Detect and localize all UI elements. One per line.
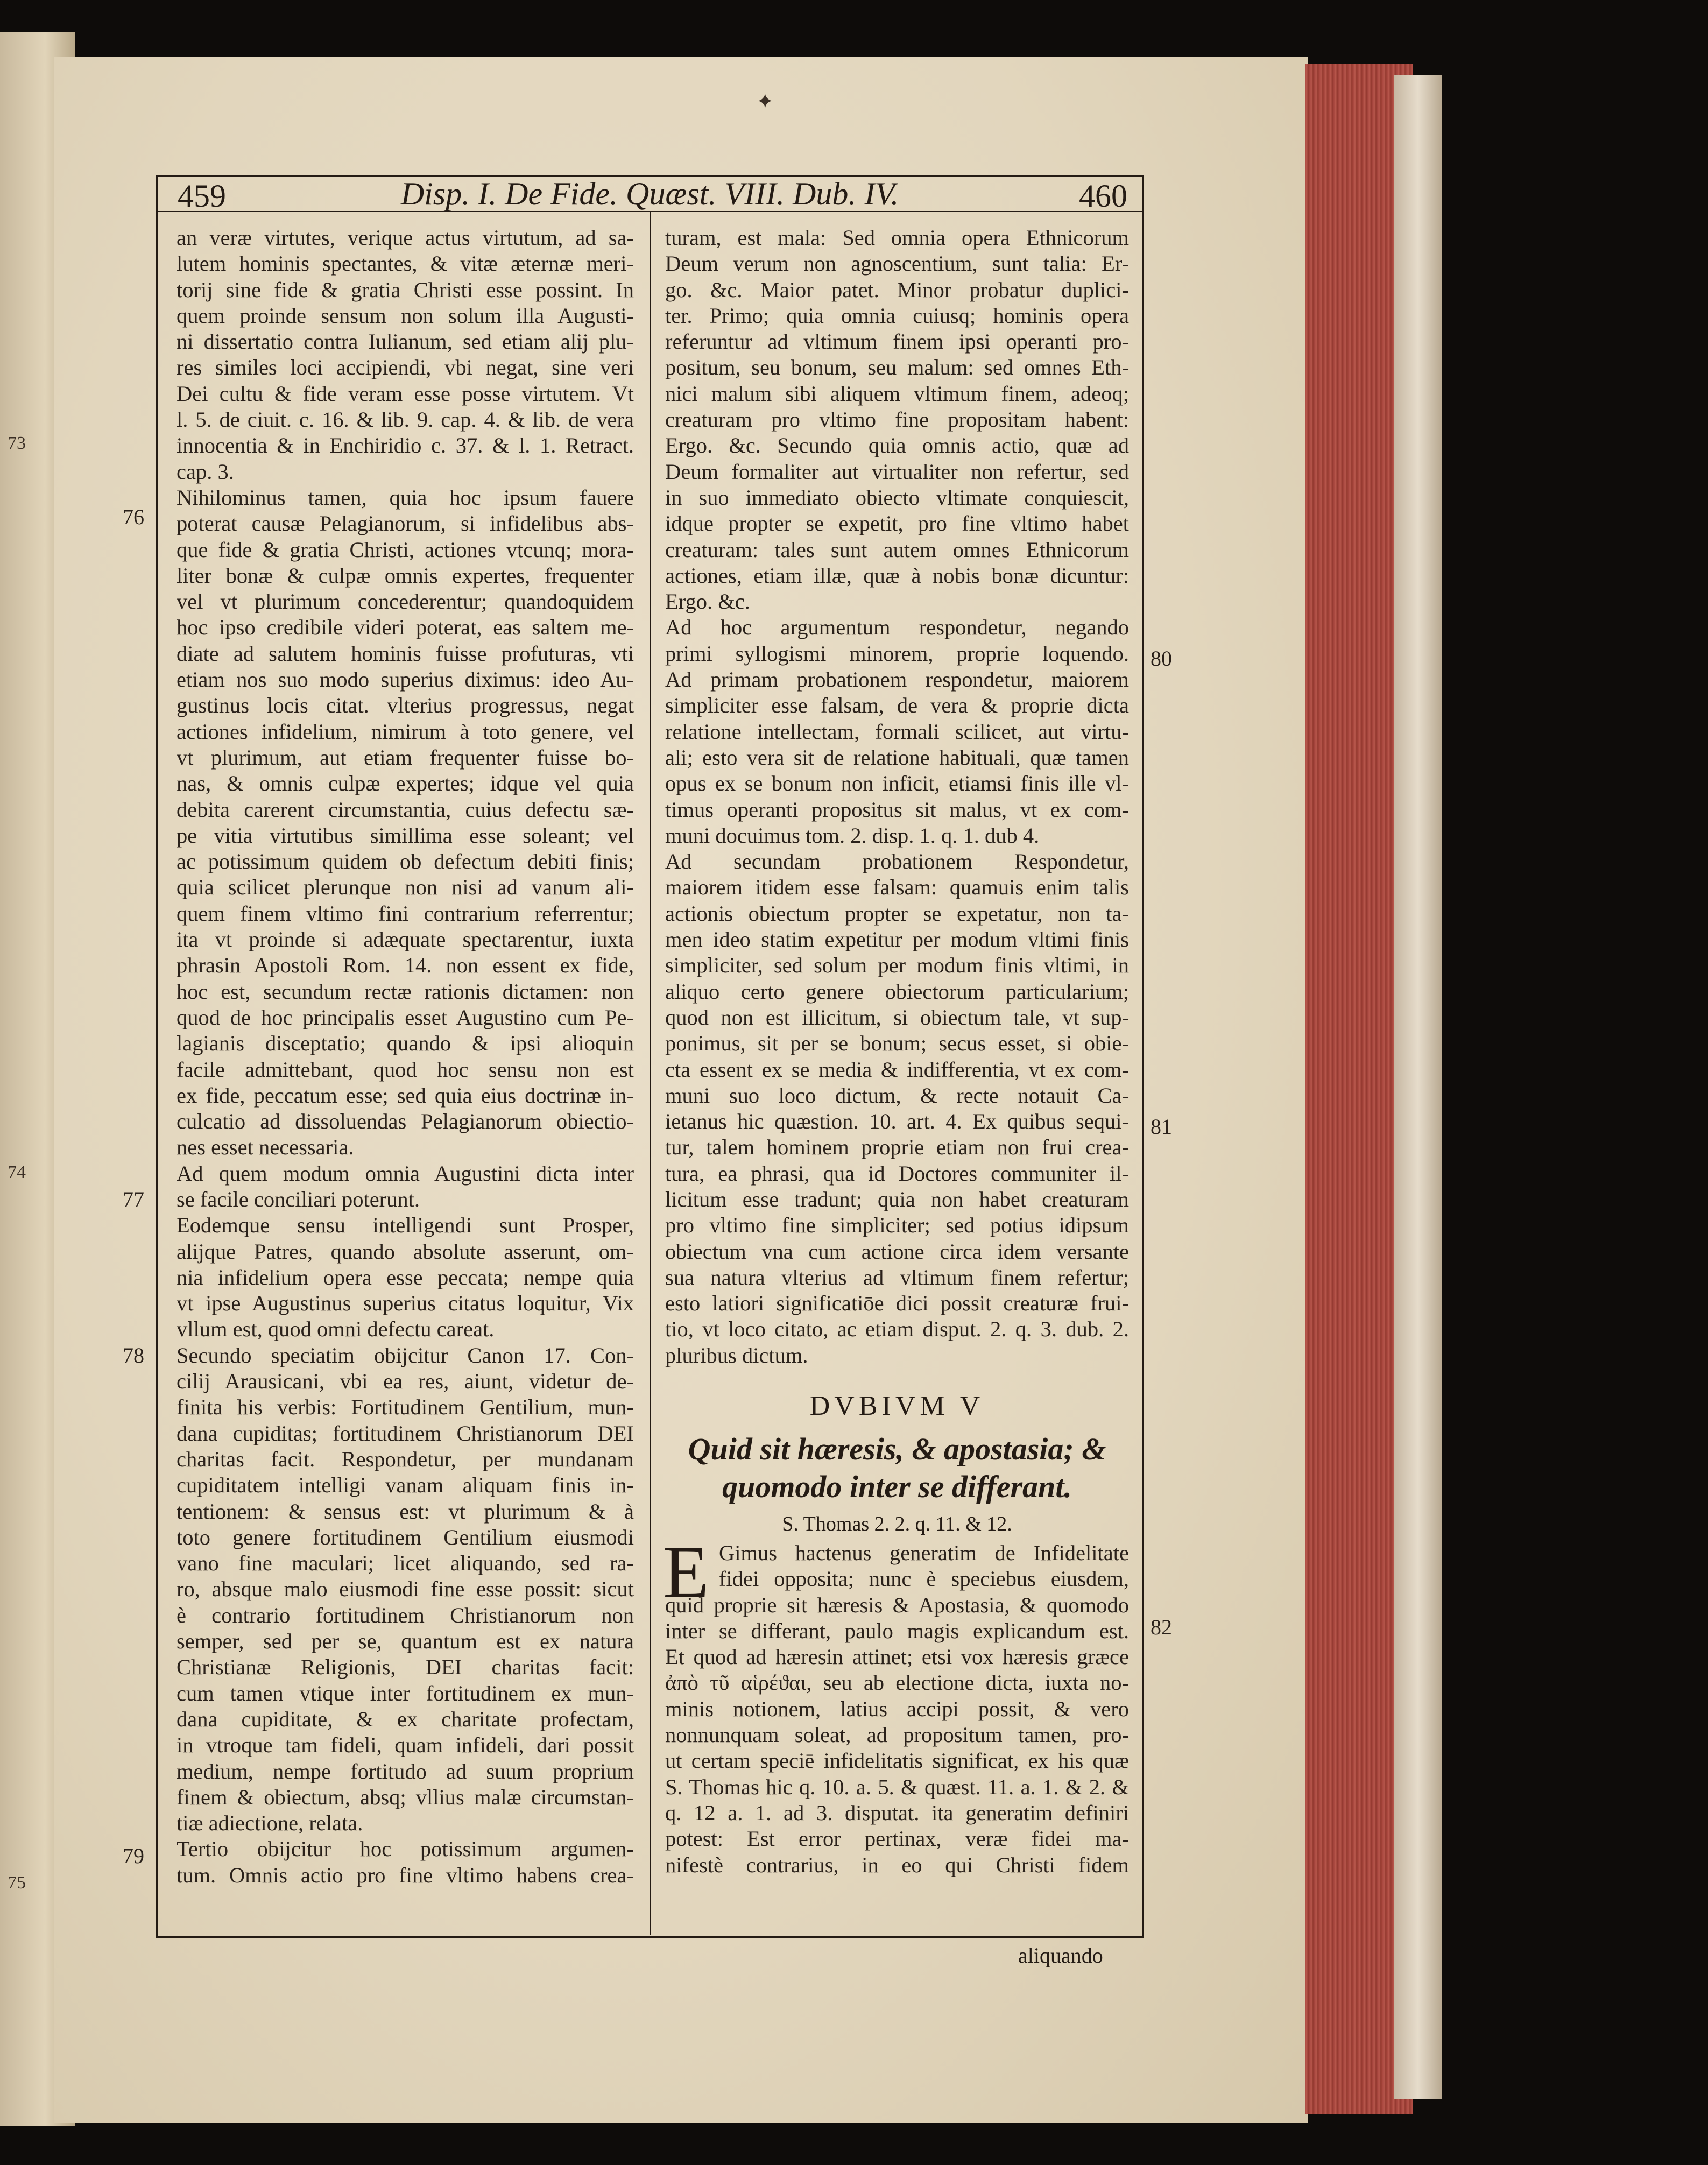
- text-line: Nihilominus tamen, quia hoc ipsum fauere: [177, 485, 634, 510]
- text-line: obiectum vna cum actione circa idem versante: [665, 1239, 1129, 1264]
- text-line: opus ex se bonum non inficit, etiamsi finis ille vl-: [665, 771, 1129, 796]
- text-line: quod non est illicitum, si obiectum tale, vt sup-: [665, 1005, 1129, 1029]
- text-line: gustinus locis citat. vlterius progressus, negat: [177, 693, 634, 718]
- text-line: simpliciter esse falsam, de vera & proprie dicta: [665, 693, 1129, 718]
- page-number-right: 460: [1079, 178, 1127, 214]
- text-line: Ad hoc argumentum respondetur, negando: [665, 615, 1129, 640]
- text-line: vt ipse Augustinus superius citatus loquitur, Vix: [177, 1291, 634, 1316]
- text-line: ac potissimum quidem ob defectum debiti finis;: [177, 849, 634, 874]
- text-line: charitas facit. Respondetur, per mundanam: [177, 1447, 634, 1471]
- column-rule: [650, 211, 651, 1935]
- dubium-title: [665, 1430, 1129, 1506]
- text-line: cilij Arausicani, vbi ea res, aiunt, videtur de-: [177, 1369, 634, 1394]
- ornament-star-icon: ✦: [756, 89, 774, 114]
- dubium-reference: S. Thomas 2. 2. q. 11. & 12.: [782, 1513, 1012, 1535]
- text-line: Christianæ Religionis, DEI charitas facit:: [177, 1655, 634, 1680]
- text-line: diate ad salutem hominis fuisse profuturas, vti: [177, 641, 634, 666]
- page-number-left: 459: [178, 178, 226, 214]
- text-line: muni suo loco dictum, & recte notauit Ca-: [665, 1083, 1129, 1108]
- text-line: men ideo statim expetitur per modum vltimi finis: [665, 927, 1129, 952]
- text-line: actiones, etiam illæ, quæ à nobis bonæ dicuntur:: [665, 563, 1129, 588]
- text-line: tentionem: & sensus est: vt plurimum & à: [177, 1499, 634, 1524]
- text-line: ponimus, sit per se bonum; secus esset, si obie-: [665, 1031, 1129, 1056]
- leaf-margin-number: 73: [8, 433, 26, 453]
- text-line: idque propter se expetit, pro fine vltimo habet: [665, 511, 1129, 536]
- catchword: aliquando: [1018, 1943, 1103, 1967]
- text-line: que fide & gratia Christi, actiones vtcunq; mora-: [177, 537, 634, 562]
- text-line: dana cupiditas; fortitudinem Christianorum DEI: [177, 1421, 634, 1445]
- margin-number: 76: [123, 505, 144, 529]
- text-line: dana cupiditate, & ex charitate profectam,: [177, 1706, 634, 1731]
- text-line: lutem hominis spectantes, & vitæ æternæ meri-: [177, 251, 634, 276]
- dubium-heading: DVBIVM V: [809, 1391, 985, 1421]
- text-line: muni docuimus tom. 2. disp. 1. q. 1. dub 4.: [665, 823, 1040, 848]
- text-line: tum. Omnis actio pro fine vltimo habens crea-: [177, 1863, 634, 1887]
- text-line: medium, nempe fortitudo ad suum proprium: [177, 1759, 634, 1783]
- text-line: cap. 3.: [177, 459, 234, 484]
- text-line: ali; esto vera sit de relatione habituali, quæ tamen: [665, 745, 1129, 770]
- margin-number: 78: [123, 1343, 144, 1367]
- text-line: innocentia & in Enchiridio c. 37. & l. 1. Retract.: [177, 433, 634, 458]
- text-line: ut certam speciē infidelitatis significat, ex his quæ: [665, 1748, 1129, 1773]
- text-line: culcatio ad dissoluendas Pelagianorum obiectio-: [177, 1109, 634, 1134]
- text-line: tiæ adiectione, relata.: [177, 1811, 363, 1836]
- text-line: phrasin Apostoli Rom. 14. non essent ex fide,: [177, 953, 634, 978]
- text-line: semper, sed per se, quantum est ex natura: [177, 1629, 634, 1654]
- text-line: quia scilicet plerunque non nisi ad vanum ali-: [177, 875, 634, 900]
- text-line: potest: Est error pertinax, veræ fidei ma-: [665, 1827, 1129, 1851]
- text-line: ita vt proinde si adæquate spectarentur, iuxta: [177, 927, 634, 952]
- text-line: se facile conciliari poterunt.: [177, 1187, 420, 1211]
- text-line: creaturam pro vltimo fine propositam habent:: [665, 407, 1129, 432]
- text-line: toto genere fortitudinem Gentilium eiusmodi: [177, 1525, 634, 1549]
- left-text-column: [177, 225, 634, 1888]
- text-line: poterat causæ Pelagianorum, si infidelibus abs-: [177, 511, 634, 536]
- text-line: S. Thomas hic q. 10. a. 5. & quæst. 11. a. 1. & 2. &: [665, 1774, 1129, 1799]
- text-line: Ergo. &c.: [665, 589, 750, 614]
- text-line: Ad secundam probationem Respondetur,: [665, 849, 1129, 874]
- text-line: actiones infidelium, nimirum à toto genere, vel: [177, 719, 634, 744]
- text-line: Et quod ad hæresin attinet; etsi vox hæresis græce: [665, 1645, 1129, 1669]
- text-line: ter. Primo; quia omnia cuiusq; hominis opera: [665, 303, 1129, 328]
- text-line: finita his verbis: Fortitudinem Gentilium, mun-: [177, 1395, 634, 1420]
- text-line: cta essent ex se media & indifferentia, vt ex com-: [665, 1057, 1129, 1082]
- text-line: positum, seu bonum, seu malum: sed omnes Eth-: [665, 355, 1129, 380]
- text-line: tura, ea phrasi, qua id Doctores communiter il-: [665, 1161, 1129, 1186]
- text-line: inter se differant, paulo magis explicandum est.: [665, 1618, 1129, 1643]
- text-line: in suo immediato obiecto vltimate conquiescit,: [665, 485, 1129, 510]
- text-line: Ad quem modum omnia Augustini dicta inter: [177, 1161, 634, 1186]
- right-text-column: [665, 225, 1129, 1369]
- text-line: nifestè contrarius, in eo qui Christi fidem: [665, 1852, 1129, 1877]
- text-line: nonnunquam soleat, ad propositum tamen, pro-: [665, 1723, 1129, 1747]
- text-line: licitum esse tradunt; quia non habet creaturam: [665, 1187, 1129, 1211]
- text-line: vt plurimum, aut etiam frequenter fuisse bo-: [177, 745, 634, 770]
- text-line: q. 12 a. 1. ad 3. disputat. ita generatim definiri: [665, 1800, 1129, 1825]
- text-line: vano fine maculari; licet aliquando, sed ra-: [177, 1551, 634, 1576]
- text-line: Tertio obijcitur hoc potissimum argumen-: [177, 1837, 634, 1861]
- text-line: sua natura vlterius ad vltimum finem refertur;: [665, 1265, 1129, 1289]
- text-line: etiam nos suo modo superius diximus: ideo Au-: [177, 667, 634, 692]
- text-line: in vtroque tam fideli, quam infideli, dari possit: [177, 1733, 634, 1758]
- text-line: Ergo. &c. Secundo quia omnis actio, quæ ad: [665, 433, 1129, 458]
- text-line: lagianis disceptatio; quando & ipsi alioquin: [177, 1031, 634, 1056]
- text-line: actionis obiectum propter se expetatur, non ta-: [665, 901, 1129, 926]
- text-line: timus operanti propositus sit malus, vt ex com-: [665, 797, 1129, 822]
- text-line: alijque Patres, quando absolute asserunt, om-: [177, 1239, 634, 1264]
- text-line: facile admittebant, quod hoc sensu non est: [177, 1057, 634, 1082]
- text-line: nici malum sibi aliquem vltimum finem, adeoq;: [665, 381, 1129, 406]
- text-line: vel vt plurimum concederentur; quandoquidem: [177, 589, 634, 614]
- text-line: torij sine fide & gratia Christi esse possint. In: [177, 277, 634, 302]
- dubium-title-line: Quid sit hæresis, & apostasia; &: [688, 1431, 1106, 1466]
- text-line: liter bonæ & culpæ omnis expertes, frequenter: [177, 563, 634, 588]
- text-line: quid proprie sit hæresis & Apostasia, & quomodo: [665, 1592, 1129, 1617]
- text-line: l. 5. de ciuit. c. 16. & lib. 9. cap. 4. & lib. de vera: [177, 407, 634, 432]
- text-line: Ad primam probationem respondetur, maiorem: [665, 667, 1129, 692]
- text-line: ex fide, peccatum esse; sed quia eius doctrinæ in-: [177, 1083, 634, 1108]
- text-line: turam, est mala: Sed omnia opera Ethnicorum: [665, 225, 1129, 250]
- drop-cap: E: [663, 1531, 709, 1614]
- dubium-title-line: quomodo inter se differant.: [722, 1469, 1072, 1504]
- text-line: ni dissertatio contra Iulianum, sed etiam alij plu-: [177, 329, 634, 354]
- text-line: pluribus dictum.: [665, 1343, 808, 1367]
- text-line: relatione intellectam, formali scilicet, aut virtu-: [665, 719, 1129, 744]
- margin-number: 77: [123, 1187, 144, 1211]
- text-line: Deum verum non agnoscentium, sunt talia: Er-: [665, 251, 1129, 276]
- leaf-margin-number: 75: [8, 1873, 26, 1893]
- text-line: vllum est, quod omni defectu careat.: [177, 1317, 495, 1342]
- margin-number: 82: [1151, 1615, 1172, 1639]
- book-cover-edge: [1394, 75, 1442, 2099]
- text-line: quem finem vltimo fini contrarium referrentur;: [177, 901, 634, 926]
- text-line: fidei opposita; nunc è speciebus eiusdem,: [719, 1567, 1129, 1591]
- text-line: finem & obiectum, absq; vllius malæ circumstan-: [177, 1785, 634, 1809]
- text-line: debita carerent circumstantia, cuius defectu sæ-: [177, 797, 634, 822]
- text-line: Secundo speciatim obijcitur Canon 17. Con-: [177, 1343, 634, 1367]
- text-line: ἀπὸ τῦ αἱρέϑαι, seu ab electione dicta, iuxta no-: [665, 1670, 1129, 1695]
- text-line: quem proinde sensum non solum illa Augusti-: [177, 303, 634, 328]
- text-line: Eodemque sensu intelligendi sunt Prosper,: [177, 1213, 634, 1238]
- text-line: pe vitia virtutibus simillima esse soleant; vel: [177, 823, 634, 848]
- text-line: creaturam: tales sunt autem omnes Ethnicorum: [665, 537, 1129, 562]
- text-line: referuntur ad vltimum finem ipsi operanti pro-: [665, 329, 1129, 354]
- text-line: quod de hoc principalis esset Augustino cum Pe-: [177, 1005, 634, 1029]
- text-line: res similes loci accipiendi, vbi negat, sine veri: [177, 355, 634, 380]
- text-line: nes esset necessaria.: [177, 1135, 354, 1160]
- text-line: hoc ipso credibile videri poterat, eas saltem me-: [177, 615, 634, 640]
- text-line: an veræ virtutes, verique actus virtutum, ad sa-: [177, 225, 634, 250]
- text-line: Deum formaliter aut virtualiter non refertur, sed: [665, 459, 1129, 484]
- text-line: go. &c. Maior patet. Minor probatur duplici-: [665, 277, 1129, 302]
- text-line: tur, talem hominem proprie etiam non frui crea-: [665, 1135, 1129, 1160]
- text-line: maiorem itidem esse falsam: quamuis enim talis: [665, 875, 1129, 900]
- running-header: [161, 176, 1138, 214]
- dubium-body: [663, 1531, 1129, 1878]
- text-line: ro, absque malo eiusmodi fine esse possit: sicut: [177, 1577, 634, 1602]
- text-line: Gimus hactenus generatim de Infidelitate: [719, 1541, 1129, 1565]
- text-line: ietanus hic quæstion. 10. art. 4. Ex quibus sequi-: [665, 1109, 1129, 1134]
- margin-number: 81: [1151, 1115, 1172, 1139]
- text-line: esto latiori significatiōe dici possit creaturæ frui-: [665, 1291, 1129, 1316]
- text-line: simpliciter, sed solum per modum finis vltimi, in: [665, 953, 1129, 978]
- text-line: hoc est, secundum rectæ rationis dictamen: non: [177, 979, 634, 1004]
- text-line: è contrario fortitudinem Christianorum non: [177, 1603, 634, 1627]
- text-line: cum tamen vtique inter fortitudinem ex mun-: [177, 1681, 634, 1705]
- text-line: nas, & omnis culpæ expertes; idque vel quia: [177, 771, 634, 796]
- text-line: Dei cultu & fide veram esse posse virtutem. Vt: [177, 381, 634, 406]
- running-title: Disp. I. De Fide. Quæst. VIII. Dub. IV.: [400, 176, 899, 211]
- text-line: primi syllogismi minorem, proprie loquendo.: [665, 641, 1129, 666]
- text-line: tio, vt loco citato, ac etiam disput. 2. q. 3. dub. 2.: [665, 1317, 1129, 1342]
- margin-number: 80: [1151, 646, 1172, 671]
- text-line: cupiditatem intelligi vanam aliquam finis in-: [177, 1473, 634, 1498]
- leaf-margin-number: 74: [8, 1162, 26, 1182]
- text-line: aliquo certo genere obiectorum particularium;: [665, 979, 1129, 1004]
- text-line: nia infidelium opera esse peccata; nempe quia: [177, 1265, 634, 1289]
- text-line: pro vltimo fine simpliciter; sed potius idipsum: [665, 1213, 1129, 1238]
- margin-number: 79: [123, 1844, 144, 1868]
- text-line: minis notionem, latius accipi possit, & vero: [665, 1696, 1129, 1721]
